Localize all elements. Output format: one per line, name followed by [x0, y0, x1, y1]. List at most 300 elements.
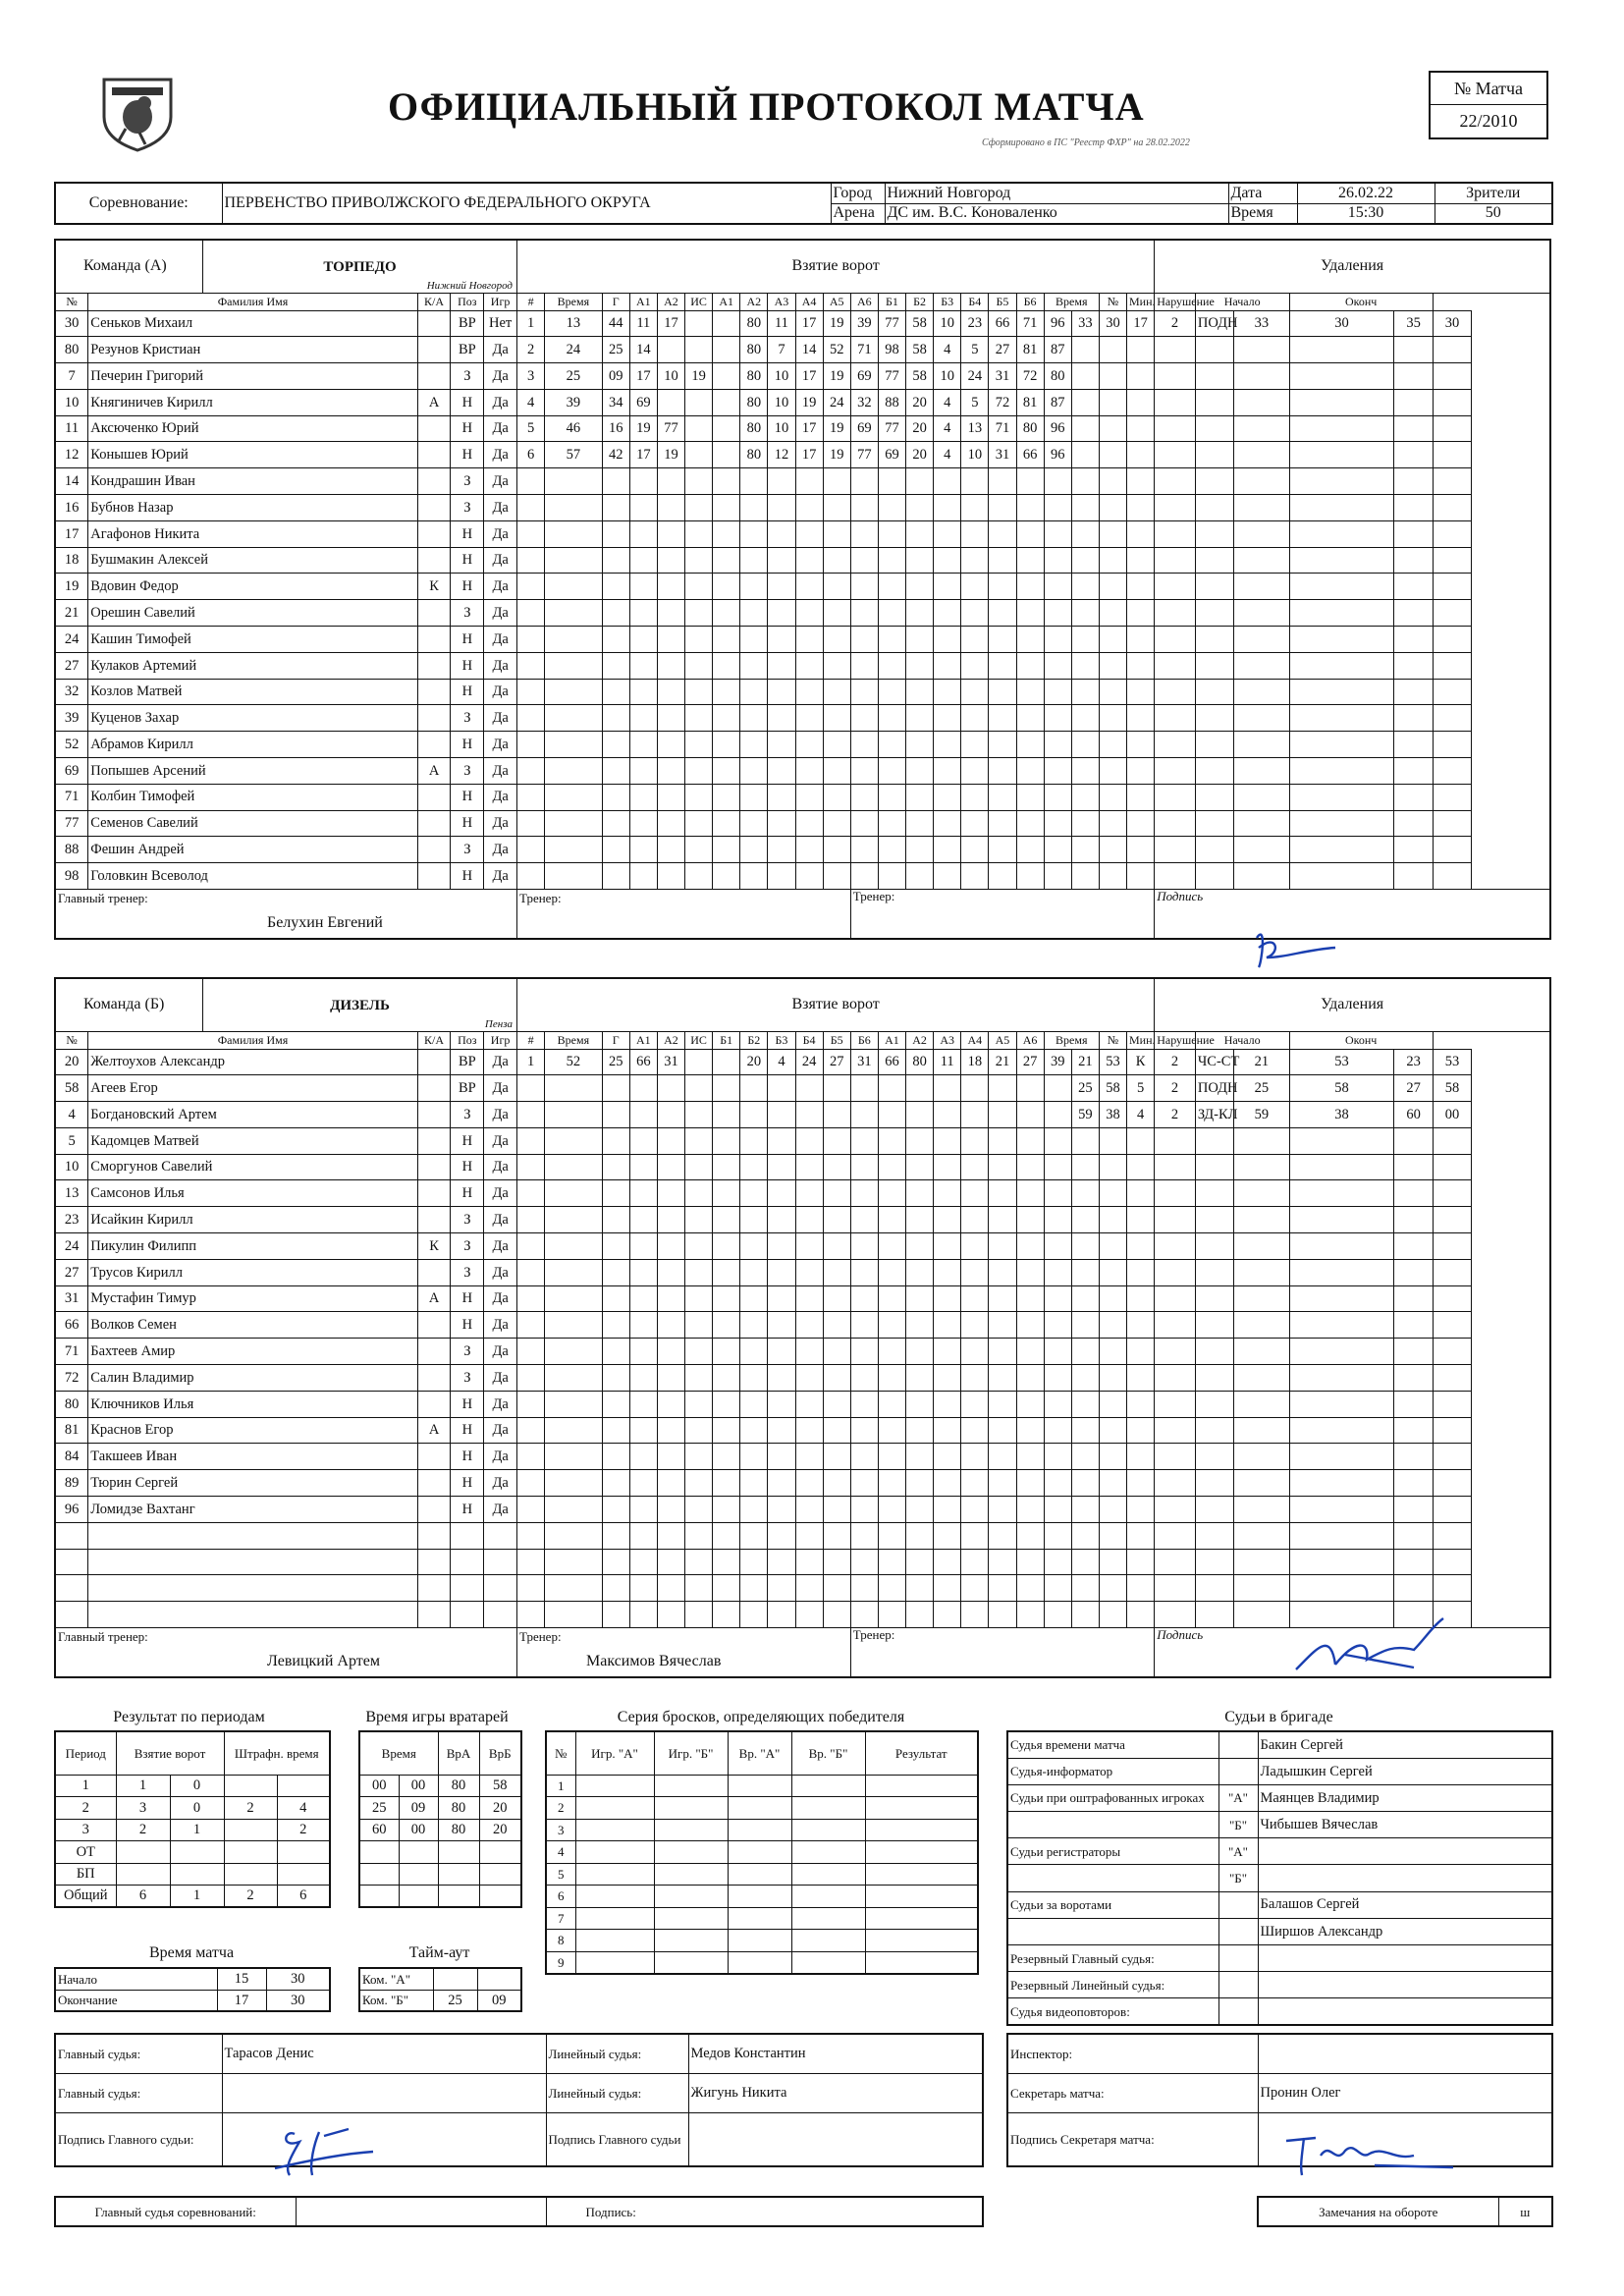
teamA-player-cell: Куценов Захар [88, 705, 417, 732]
gk-cell: 20 [479, 1819, 521, 1841]
gk-a-col: ВрА [438, 1731, 479, 1775]
timeout-title: Тайм-аут [408, 1944, 470, 1961]
teamA-player-cell: 30 [55, 310, 88, 337]
arena-label: Арена [831, 203, 885, 224]
teamB-penalty-cell: 59 [1234, 1102, 1289, 1128]
teamA-player-cell: Орешин Савелий [88, 600, 417, 627]
teamA-player-cell: Да [484, 784, 517, 810]
teamA-player-cell: 7 [55, 363, 88, 390]
teamB-player-cell: Н [451, 1312, 484, 1339]
teamA-col-oncol: А4 [795, 293, 823, 310]
teamB-pen-col-time: Время [1044, 1031, 1099, 1049]
teamA-signature-label: Подпись [1157, 889, 1204, 904]
ref-role: Резервный Линейный судья: [1007, 1972, 1218, 1998]
teamB-penalty-cell: 2 [1155, 1049, 1196, 1075]
teamB-player-cell: Трусов Кирилл [88, 1259, 417, 1285]
shootout-col: Вр. "Б" [791, 1731, 865, 1775]
teamA-col-name: Фамилия Имя [88, 293, 417, 310]
signature-a [1237, 918, 1355, 972]
team-a-table [54, 239, 1551, 940]
teamA-player-cell: 80 [55, 337, 88, 363]
teamA-goal-cell: 77 [878, 310, 905, 337]
teamB-goal-cell: 18 [961, 1049, 989, 1075]
teamA-goal-cell: 80 [740, 310, 768, 337]
teamA-goal-cell: 96 [1044, 415, 1071, 442]
teamB-row [55, 1259, 1550, 1285]
teamB-player-cell: 24 [55, 1233, 88, 1260]
teamA-player-cell [417, 784, 451, 810]
shootout-col: Вр. "А" [728, 1731, 791, 1775]
teamA-player-cell: Н [451, 652, 484, 679]
teamA-goal-cell: 1 [517, 310, 545, 337]
teamB-goal-cell: 11 [934, 1049, 961, 1075]
comp-ref-sign-label: Подпись: [546, 2197, 983, 2226]
teamB-player-cell: З [451, 1102, 484, 1128]
teamA-player-cell: Да [484, 547, 517, 574]
competition-label: Соревнование: [55, 183, 222, 224]
teamB-row [55, 1339, 1550, 1365]
teamA-player-cell: Н [451, 732, 484, 758]
teamB-goal-cell: 27 [1016, 1049, 1044, 1075]
gk-time-col: Время [359, 1731, 438, 1775]
teamB-goal-cell: 25 [602, 1049, 629, 1075]
teamB-penalty-cell: 21 [1234, 1049, 1289, 1075]
teamB-player-cell: Да [484, 1339, 517, 1365]
teamB-player-cell: Да [484, 1127, 517, 1154]
teamA-goal-cell: 80 [1016, 415, 1044, 442]
teamB-player-cell: Краснов Егор [88, 1417, 417, 1444]
gk-cell: 80 [438, 1819, 479, 1841]
competition-ref-label: Главный судья соревнований: [55, 2197, 296, 2226]
teamA-player-cell: 32 [55, 679, 88, 705]
period-col: Период [55, 1731, 116, 1775]
ref-name: Чибышев Вячеслав [1258, 1812, 1552, 1838]
teamB-player-cell [417, 1444, 451, 1470]
teamB-player-cell: Волков Семен [88, 1312, 417, 1339]
teamB-col-oncol: Б4 [795, 1031, 823, 1049]
teamA-player-cell: Н [451, 442, 484, 468]
remarks-table [1257, 2196, 1553, 2227]
teamB-player-cell: К [417, 1233, 451, 1260]
teamA-penalty-cell: ПОДН [1195, 310, 1233, 337]
teamA-penalty-cell: 33 [1071, 310, 1099, 337]
teamB-penalty-cell: 27 [1394, 1075, 1433, 1102]
teamA-goal-cell: 71 [850, 337, 878, 363]
spectators: 50 [1435, 203, 1552, 224]
teamA-penalty-cell: 30 [1289, 310, 1394, 337]
period-cell: ОТ [55, 1841, 116, 1864]
shootout-col: Игр. "А" [575, 1731, 654, 1775]
teamB-penalty-cell: 5 [1127, 1075, 1155, 1102]
teamA-goal-cell: 4 [517, 389, 545, 415]
teamB-row [55, 1102, 1550, 1128]
teamA-player-cell: 18 [55, 547, 88, 574]
teamA-goal-cell: 10 [657, 363, 684, 390]
teamA-player-cell: Да [484, 732, 517, 758]
teamB-row [55, 1549, 1550, 1575]
teamA-player-cell: 39 [55, 705, 88, 732]
teamA-player-cell: Н [451, 863, 484, 890]
ref-name: Ширшов Александр [1258, 1918, 1552, 1944]
shootout-title: Серия бросков, определяющих победителя [617, 1709, 905, 1725]
spectators-label: Зрители [1435, 183, 1552, 203]
shootout-row-num: 1 [546, 1775, 575, 1797]
teamA-goal-cell: 25 [545, 363, 603, 390]
teamB-player-cell: Н [451, 1497, 484, 1523]
line-ref-label: Линейный судья: [546, 2034, 688, 2073]
competition-ref-table [54, 2196, 984, 2227]
date: 26.02.22 [1297, 183, 1435, 203]
teamB-player-cell: 23 [55, 1207, 88, 1233]
teamA-player-cell: З [451, 495, 484, 521]
timeout-b-min: 25 [433, 1990, 477, 2011]
teamB-penalty-cell: К [1127, 1049, 1155, 1075]
teamA-penalty-cell: 35 [1394, 310, 1433, 337]
teamA-pen-col-end: Оконч [1289, 293, 1433, 310]
timeout-table [358, 1967, 522, 2012]
match-info [54, 182, 1553, 225]
period-cell: БП [55, 1863, 116, 1886]
ref-name [1258, 1865, 1552, 1891]
team-b-table [54, 977, 1551, 1678]
teamB-player-cell [417, 1075, 451, 1102]
teamA-player-cell: 21 [55, 600, 88, 627]
teamA-goal-cell [713, 337, 740, 363]
teamB-col-pos: Поз [451, 1031, 484, 1049]
teamB-row [55, 1049, 1550, 1075]
secretary-sign-label: Подпись Секретаря матча: [1007, 2112, 1258, 2166]
period-cell: 4 [277, 1797, 330, 1820]
teamA-goal-cell: 72 [989, 389, 1016, 415]
teamB-penalty-cell: 38 [1099, 1102, 1126, 1128]
teamA-goal-cell: 17 [795, 363, 823, 390]
teamA-goal-cell: 96 [1044, 310, 1071, 337]
teamB-player-cell: Да [484, 1444, 517, 1470]
teamA-goal-cell: 12 [768, 442, 795, 468]
teamB-player-cell: Да [484, 1470, 517, 1497]
shootout-row-num: 3 [546, 1819, 575, 1841]
teamA-pen-col-viol: Нарушение [1155, 293, 1196, 310]
teamB-row [55, 1154, 1550, 1180]
teamB-player-cell: Да [484, 1180, 517, 1207]
teamB-player-cell: З [451, 1339, 484, 1365]
teamA-goal-cell: 77 [850, 442, 878, 468]
teamB-player-cell: Н [451, 1444, 484, 1470]
teamA-row [55, 652, 1550, 679]
teamB-penalty-cell: 38 [1289, 1102, 1394, 1128]
teamA-player-cell: З [451, 468, 484, 495]
teamB-penalty-cell: 58 [1289, 1075, 1394, 1102]
teamA-player-cell: 19 [55, 574, 88, 600]
teamA-goal-cell: 34 [602, 389, 629, 415]
teamA-player-cell: Н [451, 784, 484, 810]
timeout-a-label: Ком. "А" [359, 1968, 433, 1990]
teamB-row [55, 1075, 1550, 1102]
teamB-col-oncol: Б6 [850, 1031, 878, 1049]
teamA-goal-cell: 58 [906, 310, 934, 337]
period-cell: 6 [277, 1886, 330, 1908]
teamA-player-cell: Да [484, 520, 517, 547]
teamB-player-cell: 96 [55, 1497, 88, 1523]
teamA-player-cell: Н [451, 810, 484, 837]
teamA-goal-cell: 80 [740, 389, 768, 415]
teamA-player-cell: Фешин Андрей [88, 837, 417, 863]
teamB-goal-cell: 27 [823, 1049, 850, 1075]
teamA-player-cell: Резунов Кристиан [88, 337, 417, 363]
teamA-col-is: ИС [685, 293, 713, 310]
gk-cell: 80 [438, 1775, 479, 1797]
ref-team [1218, 1891, 1258, 1918]
teamA-player-cell: Н [451, 415, 484, 442]
time-label: Время [1228, 203, 1297, 224]
teamB-pen-col-min: Мин. [1127, 1031, 1155, 1049]
teamA-player-cell [417, 310, 451, 337]
periods-table [54, 1730, 331, 1908]
teamB-goals-title: Взятие ворот [517, 978, 1155, 1031]
ref-team [1218, 1731, 1258, 1758]
shootout-col: № [546, 1731, 575, 1775]
gk-cell: 00 [359, 1775, 399, 1797]
teamA-player-cell [417, 468, 451, 495]
teamA-player-cell: 27 [55, 652, 88, 679]
teamA-player-cell: Да [484, 679, 517, 705]
teamA-goal-cell: 25 [602, 337, 629, 363]
shootout-row-num: 4 [546, 1841, 575, 1864]
teamB-player-cell: Да [484, 1312, 517, 1339]
teamB-player-cell [417, 1207, 451, 1233]
period-cell [224, 1819, 277, 1841]
teamA-col-time: Время [545, 293, 603, 310]
teamA-col-oncol: Б4 [961, 293, 989, 310]
teamA-goal-cell: 19 [823, 415, 850, 442]
teamA-row [55, 310, 1550, 337]
teamB-player-cell: 20 [55, 1049, 88, 1075]
teamB-col-oncol: Б3 [768, 1031, 795, 1049]
teamB-player-cell: Да [484, 1391, 517, 1417]
main-ref-label: Главный судья: [55, 2034, 222, 2073]
teamA-penalty-cell: 17 [1127, 310, 1155, 337]
teamA-goal-cell: 71 [1016, 310, 1044, 337]
refs-title: Судьи в бригаде [1224, 1709, 1333, 1725]
teamA-col-oncol: Б1 [878, 293, 905, 310]
teamA-player-cell: Княгиничев Кирилл [88, 389, 417, 415]
teamB-player-cell: Богдановский Артем [88, 1102, 417, 1128]
teamA-goal-cell: 39 [545, 389, 603, 415]
teamB-player-cell: З [451, 1259, 484, 1285]
teamB-col-g: Г [602, 1031, 629, 1049]
teamB-penalty-cell: 00 [1433, 1102, 1471, 1128]
teamB-goal-cell: 66 [878, 1049, 905, 1075]
teamB-player-cell: 71 [55, 1339, 88, 1365]
teamB-row [55, 1522, 1550, 1549]
city: Нижний Новгород [885, 183, 1228, 203]
teamA-player-cell: Да [484, 627, 517, 653]
shootout-col: Игр. "Б" [654, 1731, 728, 1775]
teamB-row [55, 1233, 1550, 1260]
teamA-player-cell: Агафонов Никита [88, 520, 417, 547]
teamA-player-cell: Печерин Григорий [88, 363, 417, 390]
teamB-penalty-cell: 53 [1099, 1049, 1126, 1075]
teamA-player-cell: 10 [55, 389, 88, 415]
teamA-player-cell: Н [451, 627, 484, 653]
gk-cell: 00 [399, 1775, 438, 1797]
teamB-player-cell: Да [484, 1259, 517, 1285]
teamA-player-cell: Кулаков Артемий [88, 652, 417, 679]
teamB-player-cell: 72 [55, 1365, 88, 1392]
teamA-player-cell: Н [451, 574, 484, 600]
teamA-col-oncol: А6 [850, 293, 878, 310]
ref-team [1218, 1758, 1258, 1784]
teamB-row [55, 1391, 1550, 1417]
ref-role: Судья-информатор [1007, 1758, 1218, 1784]
teamA-pen-col-min: Мин. [1127, 293, 1155, 310]
teamB-row [55, 1444, 1550, 1470]
teamA-goal-cell [713, 415, 740, 442]
teamA-goal-cell: 4 [934, 442, 961, 468]
line-ref-label-2: Линейный судья: [546, 2073, 688, 2112]
teamB-label: Команда (Б) [56, 979, 203, 1031]
teamA-player-cell: Колбин Тимофей [88, 784, 417, 810]
teamA-player-cell [417, 415, 451, 442]
main-ref-1: Тарасов Денис [222, 2034, 546, 2073]
period-cell [277, 1841, 330, 1864]
teamA-goal-cell: 39 [850, 310, 878, 337]
ref-name [1258, 1972, 1552, 1998]
match-number-label: № Матча [1431, 73, 1546, 105]
teamA-goal-cell [685, 389, 713, 415]
teamB-col-oncol: А4 [961, 1031, 989, 1049]
teamB-player-cell: Желтоухов Александр [88, 1049, 417, 1075]
period-cell: 1 [55, 1775, 116, 1797]
teamB-row [55, 1575, 1550, 1602]
shootout-row-num: 8 [546, 1930, 575, 1952]
teamA-goal-cell: 44 [602, 310, 629, 337]
teamB-coach-label: Тренер: [519, 1629, 562, 1645]
teamA-goal-cell: 77 [878, 363, 905, 390]
teamA-player-cell: Да [484, 495, 517, 521]
period-cell [277, 1863, 330, 1886]
teamA-goal-cell: 69 [878, 442, 905, 468]
teamA-col-oncol: А2 [740, 293, 768, 310]
remarks-value: ш [1498, 2197, 1552, 2226]
teamB-player-cell: Н [451, 1180, 484, 1207]
period-cell [224, 1841, 277, 1864]
teamB-penalty-cell: 21 [1071, 1049, 1099, 1075]
teamB-col-a2: А2 [657, 1031, 684, 1049]
teamA-player-cell [417, 837, 451, 863]
teamA-goal-cell: 10 [934, 310, 961, 337]
teamA-goal-cell: 87 [1044, 389, 1071, 415]
teamB-pen-col-num: № [1099, 1031, 1126, 1049]
teamB-goal-cell: 31 [657, 1049, 684, 1075]
teamA-col-oncol: Б5 [989, 293, 1016, 310]
teamA-player-cell [417, 627, 451, 653]
teamA-goal-cell [685, 310, 713, 337]
teamA-goals-title: Взятие ворот [517, 240, 1155, 293]
teamB-player-cell: Н [451, 1285, 484, 1312]
teamA-player-cell: З [451, 363, 484, 390]
teamA-col-play: Игр [484, 293, 517, 310]
shootout-row-num: 2 [546, 1797, 575, 1820]
teamA-goal-cell: 19 [657, 442, 684, 468]
teamB-row [55, 1417, 1550, 1444]
gk-cell: 09 [399, 1797, 438, 1820]
period-cell [170, 1863, 224, 1886]
teamA-player-cell [417, 652, 451, 679]
teamA-goal-cell: 87 [1044, 337, 1071, 363]
city-label: Город [831, 183, 885, 203]
teamB-col-num: № [55, 1031, 88, 1049]
period-cell: 2 [55, 1797, 116, 1820]
shootout-row-num: 6 [546, 1886, 575, 1908]
signature-secretary [1276, 2126, 1463, 2180]
teamA-goal-cell: 19 [685, 363, 713, 390]
teamB-player-cell [417, 1049, 451, 1075]
gk-cell: 25 [359, 1797, 399, 1820]
teamA-goal-cell: 13 [545, 310, 603, 337]
teamA-goal-cell [657, 389, 684, 415]
teamA-goal-cell: 57 [545, 442, 603, 468]
teamA-player-cell: 98 [55, 863, 88, 890]
ref-team: "Б" [1218, 1865, 1258, 1891]
teamA-goal-cell: 19 [795, 389, 823, 415]
teamB-player-cell: Н [451, 1154, 484, 1180]
teamA-row [55, 547, 1550, 574]
shootout-col: Результат [865, 1731, 978, 1775]
teamA-penalty-cell: 30 [1099, 310, 1126, 337]
teamA-pen-col-num: № [1099, 293, 1126, 310]
teamB-player-cell [417, 1259, 451, 1285]
teamA-goal-cell: 42 [602, 442, 629, 468]
teamB-col-a1: А1 [629, 1031, 657, 1049]
period-cell [224, 1863, 277, 1886]
teamA-row [55, 810, 1550, 837]
teamA-player-cell [417, 520, 451, 547]
teamB-player-cell [417, 1470, 451, 1497]
teamB-col-oncol: А6 [1016, 1031, 1044, 1049]
teamB-name: ДИЗЕЛЬ [330, 998, 390, 1013]
teamB-player-cell: Н [451, 1470, 484, 1497]
teamB-player-cell: 13 [55, 1180, 88, 1207]
teamA-player-cell: Да [484, 363, 517, 390]
teamB-goal-cell: 1 [517, 1049, 545, 1075]
teamB-col-oncol: Б2 [740, 1031, 768, 1049]
teamA-goal-cell: 32 [850, 389, 878, 415]
period-cell [116, 1863, 170, 1886]
teamB-player-cell: Да [484, 1049, 517, 1075]
teamA-player-cell: Да [484, 468, 517, 495]
teamA-player-cell: Да [484, 574, 517, 600]
teamB-penalty-cell: 53 [1433, 1049, 1471, 1075]
period-cell: 3 [55, 1819, 116, 1841]
teamA-row [55, 415, 1550, 442]
teamA-goal-cell: 19 [823, 442, 850, 468]
teamA-goal-cell: 81 [1016, 337, 1044, 363]
teamA-player-cell [417, 547, 451, 574]
teamB-player-cell: Да [484, 1497, 517, 1523]
start-time: 15:30 [1297, 203, 1435, 224]
teamB-penalty-cell: 25 [1071, 1075, 1099, 1102]
teamA-penalty-cell: 30 [1433, 310, 1471, 337]
teamB-player-cell: Да [484, 1233, 517, 1260]
teamA-goal-cell: 14 [629, 337, 657, 363]
teamB-col-oncol: Б5 [823, 1031, 850, 1049]
teamB-row [55, 1285, 1550, 1312]
teamA-row [55, 574, 1550, 600]
teamB-row [55, 1312, 1550, 1339]
teamB-player-cell: Кадомцев Матвей [88, 1127, 417, 1154]
teamB-penalty-cell: 2 [1155, 1102, 1196, 1128]
